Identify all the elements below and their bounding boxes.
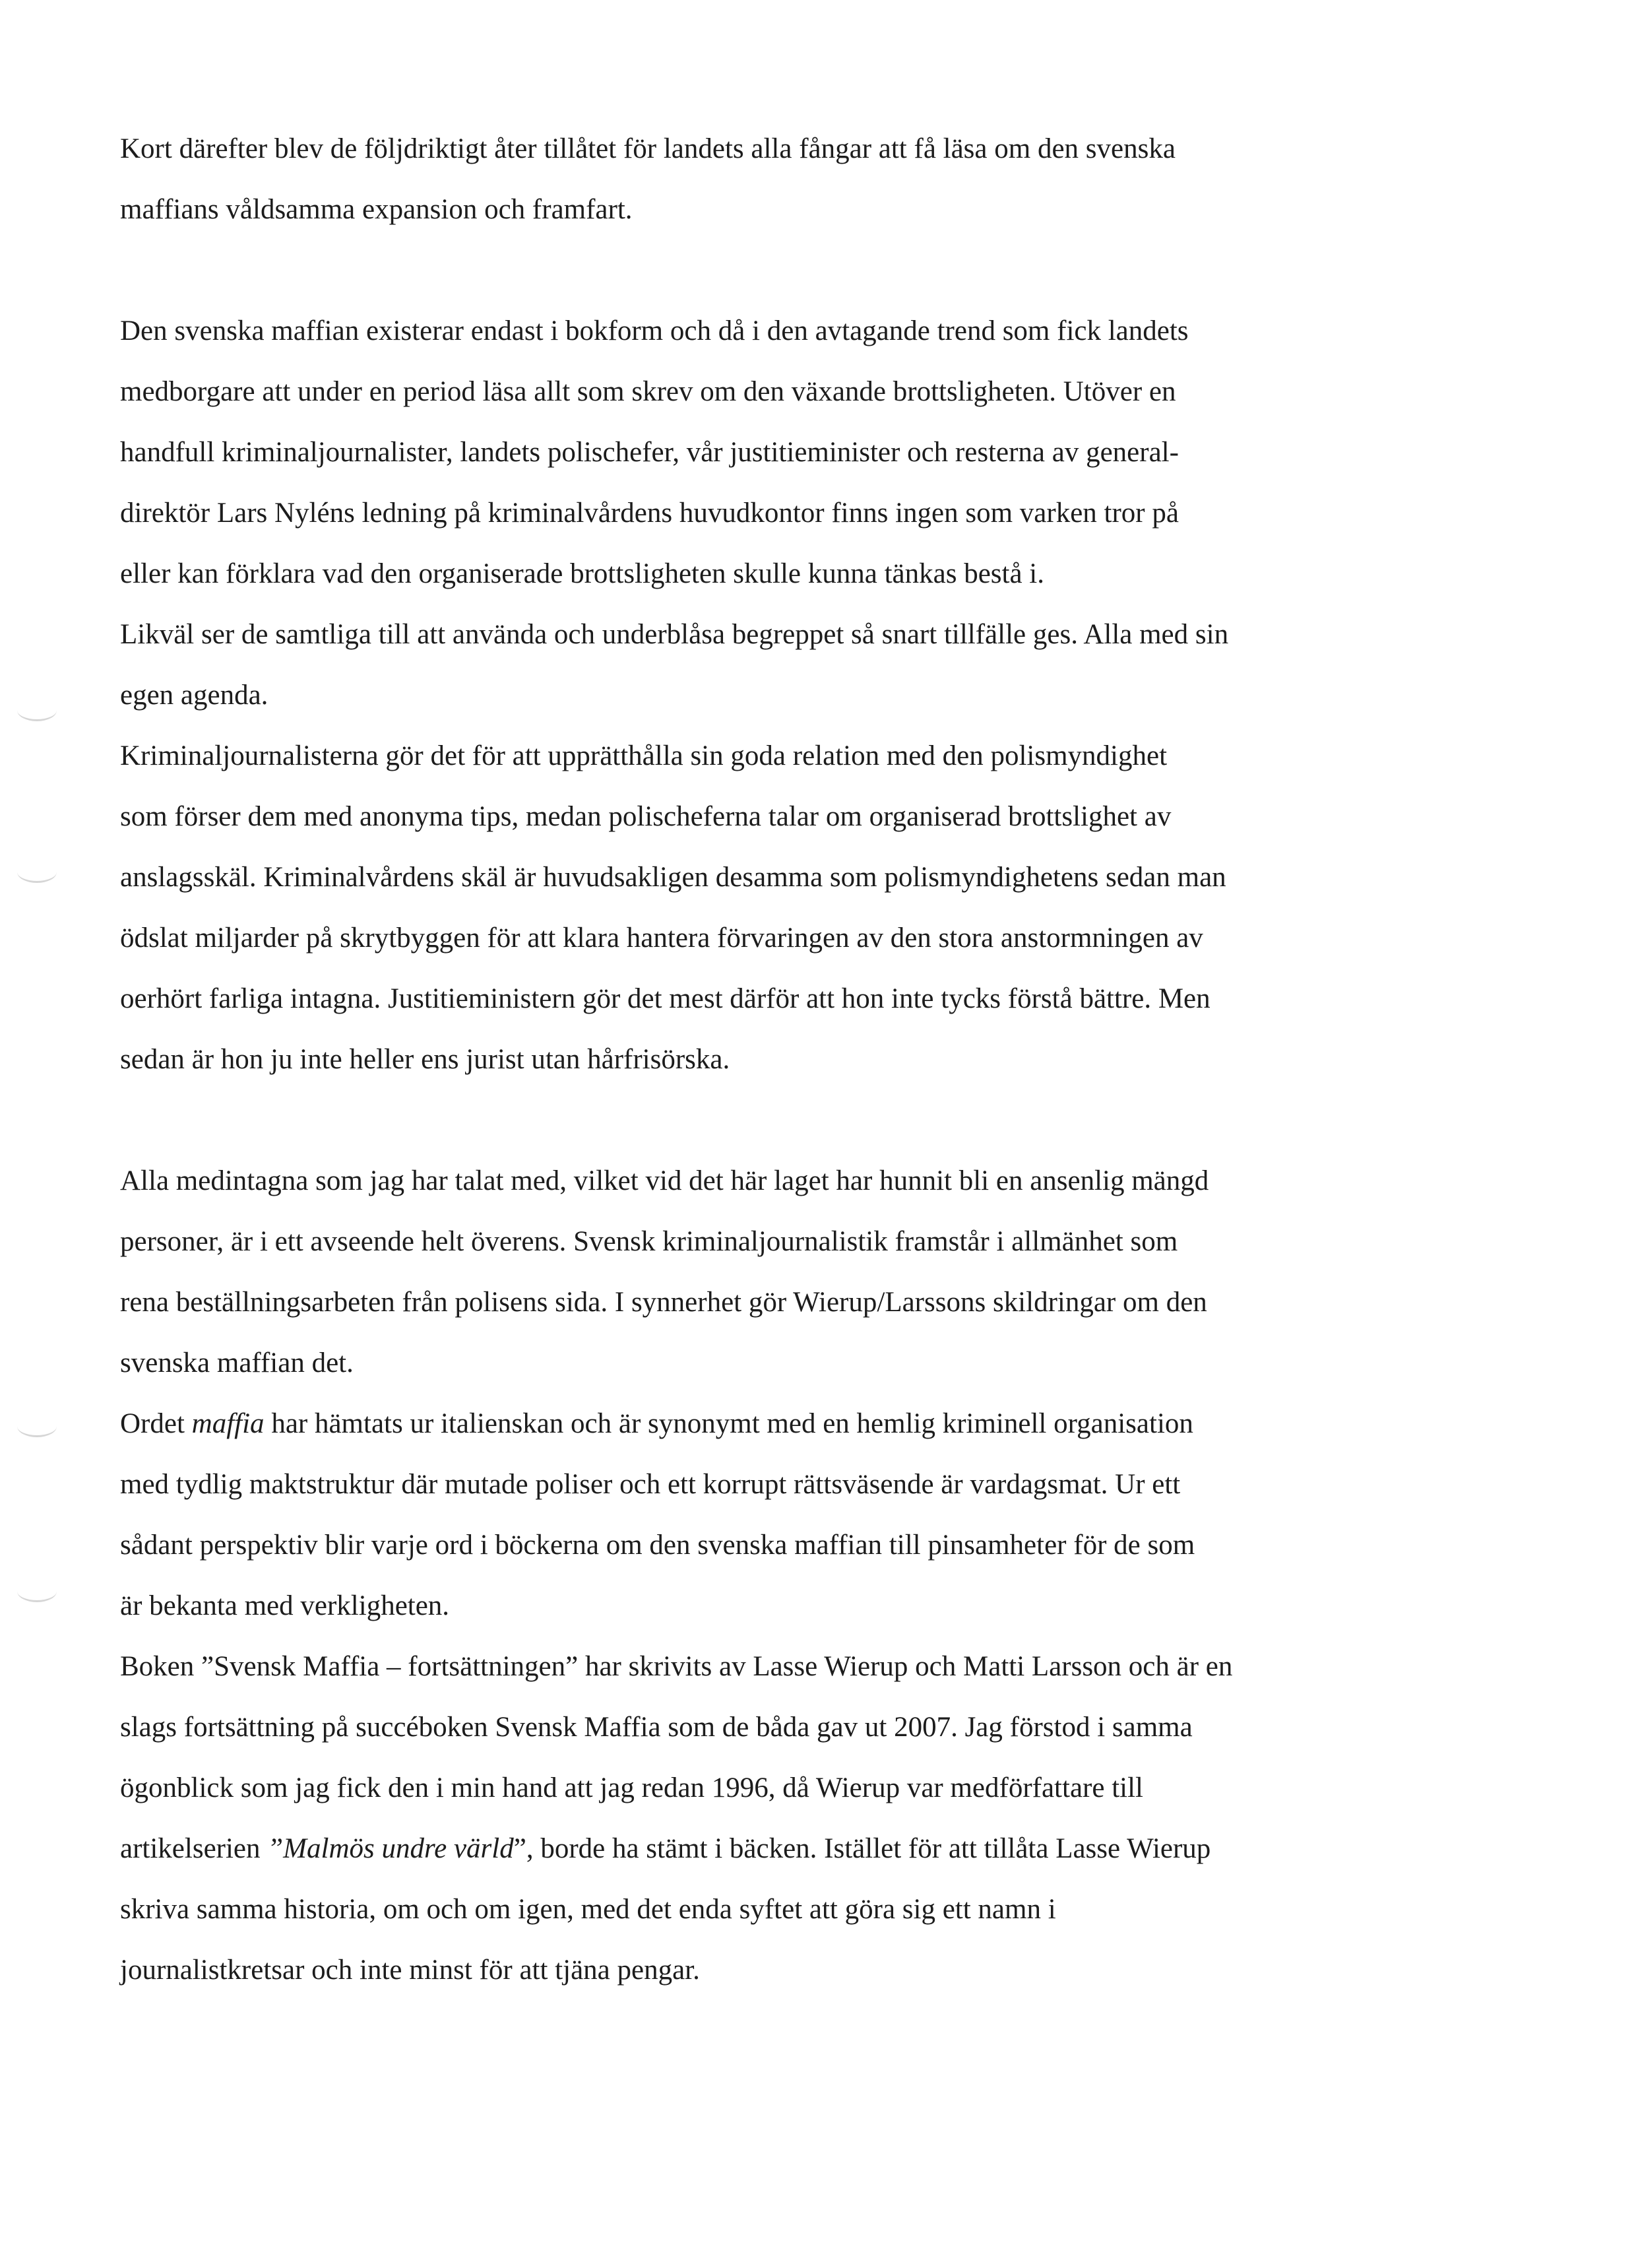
text-line: Likväl ser de samtliga till att använda och underblåsa begreppet så snart tillfälle ges. Alla med sin bbox=[120, 619, 1229, 650]
text-line: Den svenska maffian existerar endast i bokform och då i den avtagande trend som fick landets bbox=[120, 315, 1189, 346]
text-line: sådant perspektiv blir varje ord i böckerna om den svenska maffian till pinsamheter för de som bbox=[120, 1530, 1195, 1561]
text-line: eller kan förklara vad den organiserade brottsligheten skulle kunna tänkas bestå i. bbox=[120, 558, 1045, 589]
paragraph-3 bbox=[120, 1151, 1439, 2001]
text-line: medborgare att under en period läsa allt som skrev om den växande brottsligheten. Utöver en bbox=[120, 376, 1176, 407]
document-body bbox=[120, 119, 1439, 2001]
text-line: som förser dem med anonyma tips, medan polischeferna talar om organiserad brottslighet av bbox=[120, 801, 1172, 832]
italic-title: ”Malmös undre värld bbox=[267, 1833, 514, 1864]
punch-hole-mark bbox=[17, 1415, 57, 1437]
text-line: med tydlig maktstruktur där mutade poliser och ett korrupt rättsväsende är vardagsmat. Ur ett bbox=[120, 1469, 1181, 1500]
italic-term: maffia bbox=[191, 1408, 265, 1439]
text-line: rena beställningsarbeten från polisens sida. I synnerhet gör Wierup/Larssons skildringar om den bbox=[120, 1287, 1207, 1318]
text-line: ödslat miljarder på skrytbyggen för att klara hantera förvaringen av den stora anstormningen av bbox=[120, 923, 1203, 954]
text-segment: Ordet bbox=[120, 1408, 192, 1439]
punch-hole-mark bbox=[17, 861, 57, 883]
text-line: Kort därefter blev de följdriktigt åter tillåtet för landets alla fångar att få läsa om den svenska bbox=[120, 133, 1176, 164]
text-line bbox=[120, 1394, 1439, 1454]
text-line: Boken ”Svensk Maffia – fortsättningen” har skrivits av Lasse Wierup och Matti Larsson och är en bbox=[120, 1651, 1233, 1682]
text-line: anslagsskäl. Kriminalvårdens skäl är huvudsakligen desamma som polismyndighetens sedan man bbox=[120, 862, 1226, 893]
paragraph-1 bbox=[120, 119, 1439, 240]
text-line: journalistkretsar och inte minst för att tjäna pengar. bbox=[120, 1955, 700, 1986]
paragraph-spacer bbox=[120, 1090, 1439, 1151]
text-line: handfull kriminaljournalister, landets polischefer, vår justitieminister och resterna av general- bbox=[120, 437, 1179, 468]
text-segment: ”, borde ha stämt i bäcken. Istället för att tillåta Lasse Wierup bbox=[513, 1833, 1211, 1864]
text-line: Alla medintagna som jag har talat med, vilket vid det här laget har hunnit bli en ansenlig mängd bbox=[120, 1165, 1209, 1196]
punch-hole-mark bbox=[17, 699, 57, 721]
text-line: svenska maffian det. bbox=[120, 1347, 354, 1378]
text-line: ögonblick som jag fick den i min hand att jag redan 1996, då Wierup var medförfattare till bbox=[120, 1772, 1143, 1803]
text-segment: har hämtats ur italienskan och är synonymt med en hemlig kriminell organisation bbox=[264, 1408, 1193, 1439]
text-line: är bekanta med verkligheten. bbox=[120, 1590, 450, 1621]
paragraph-2 bbox=[120, 301, 1439, 1090]
paragraph-spacer bbox=[120, 240, 1439, 301]
text-segment: artikelserien bbox=[120, 1833, 268, 1864]
text-line: direktör Lars Nyléns ledning på kriminalvårdens huvudkontor finns ingen som varken tror på bbox=[120, 498, 1179, 529]
text-line: maffians våldsamma expansion och framfart. bbox=[120, 194, 633, 225]
text-line: sedan är hon ju inte heller ens jurist utan hårfrisörska. bbox=[120, 1044, 730, 1075]
text-line bbox=[120, 1819, 1439, 1879]
text-line: egen agenda. bbox=[120, 680, 268, 711]
punch-hole-mark bbox=[17, 1580, 57, 1602]
text-line: oerhört farliga intagna. Justitieministern gör det mest därför att hon inte tycks förstå bättre. Men bbox=[120, 983, 1211, 1014]
text-line: slags fortsättning på succéboken Svensk Maffia som de båda gav ut 2007. Jag förstod i samma bbox=[120, 1712, 1193, 1743]
text-line: personer, är i ett avseende helt överens. Svensk kriminaljournalistik framstår i allmänhet som bbox=[120, 1226, 1178, 1257]
text-line: Kriminaljournalisterna gör det för att upprätthålla sin goda relation med den polismyndighet bbox=[120, 740, 1168, 771]
text-line: skriva samma historia, om och om igen, med det enda syftet att göra sig ett namn i bbox=[120, 1894, 1056, 1925]
